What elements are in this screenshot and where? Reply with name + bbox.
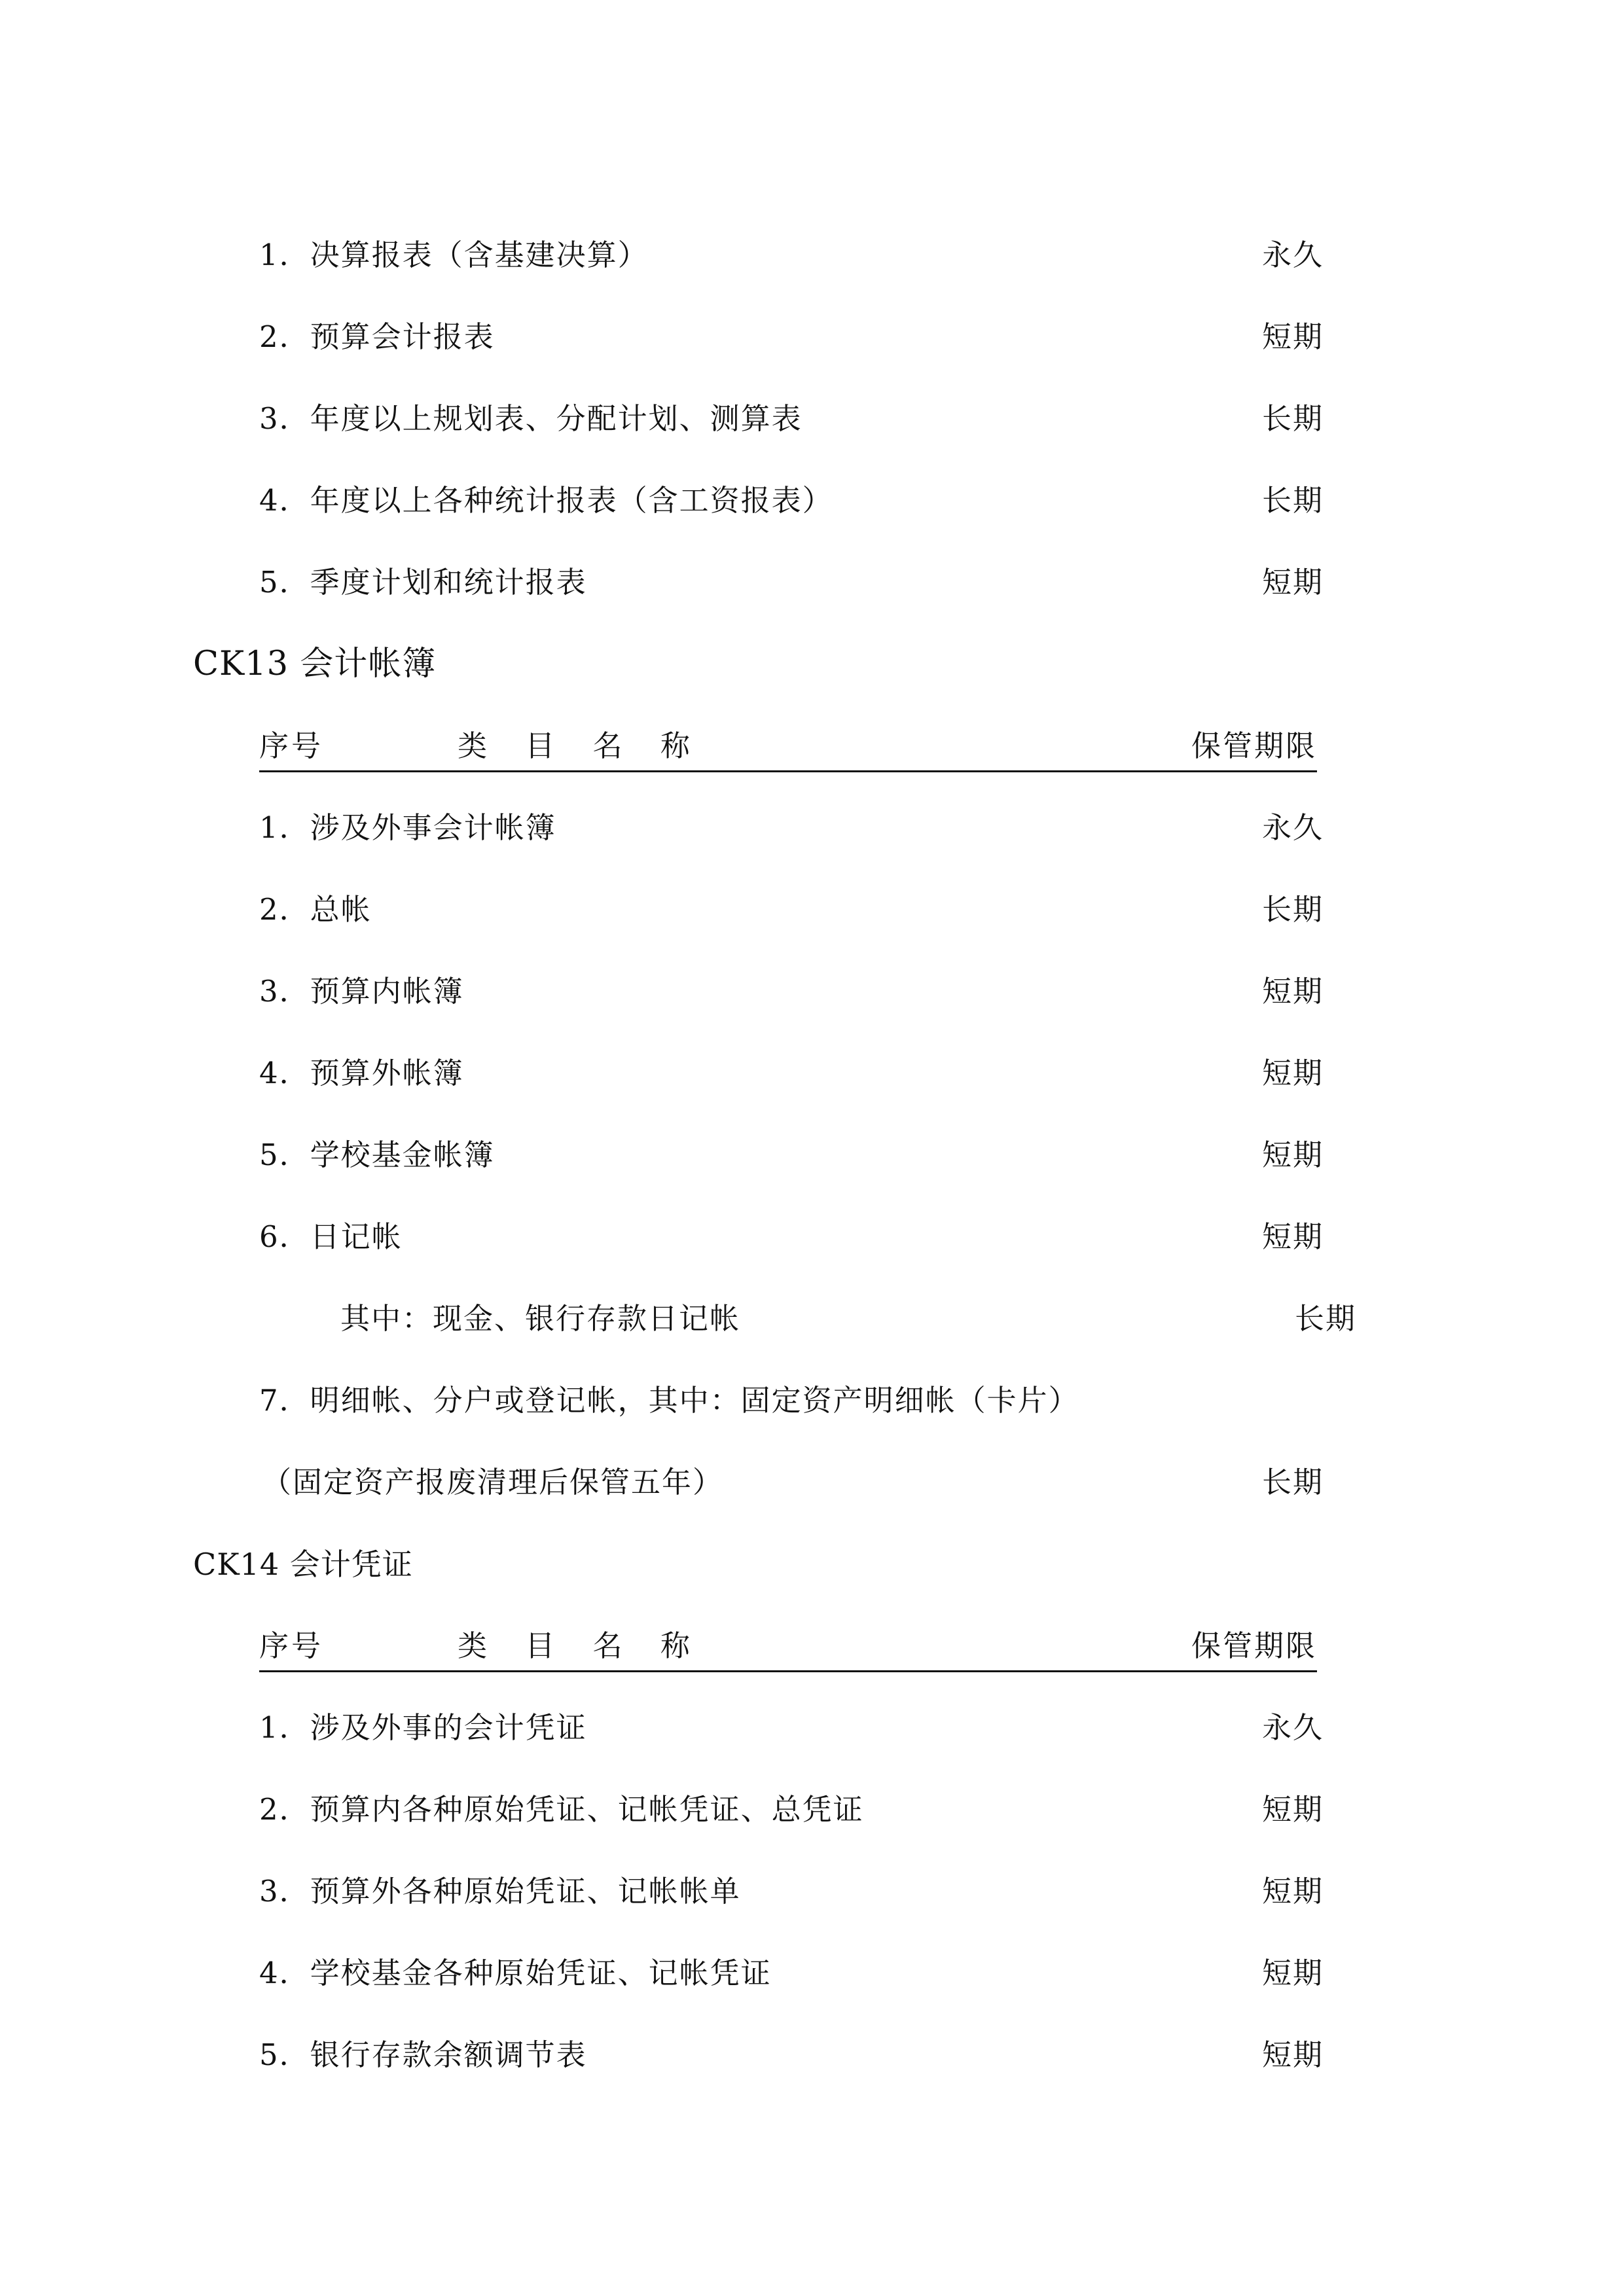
header-name: 类 目 名 称 [458, 1628, 704, 1663]
header-period: 保管期限 [1191, 1628, 1317, 1663]
list-item [0, 802, 1624, 854]
item-label: 2．预算内各种原始凭证、记帐凭证、总凭证 [259, 1792, 864, 1827]
list-item [0, 965, 1624, 1018]
list-item [0, 1374, 1624, 1427]
list-item [0, 2029, 1624, 2081]
item-label: 3．预算外各种原始凭证、记帐帐单 [259, 1874, 741, 1909]
item-period: 短期 [1262, 1956, 1324, 1990]
item-label: （固定资产报废清理后保管五年） [262, 1465, 724, 1499]
table-header-ck14 [259, 1620, 1317, 1672]
item-period: 长期 [1262, 1465, 1324, 1499]
list-item [0, 884, 1624, 936]
item-label: 3．预算内帐簿 [259, 974, 464, 1009]
header-name: 类 目 名 称 [458, 728, 704, 763]
item-period: 短期 [1262, 2037, 1324, 2072]
list-item [0, 229, 1624, 281]
item-label: 5．学校基金帐簿 [259, 1138, 495, 1172]
list-item [0, 393, 1624, 445]
item-label: 3．年度以上规划表、分配计划、测算表 [259, 401, 803, 436]
list-item [0, 1702, 1624, 1754]
list-item [0, 1211, 1624, 1263]
item-period: 长期 [1262, 892, 1324, 927]
header-seq: 序号 [259, 1628, 324, 1663]
item-period: 长期 [1262, 401, 1324, 436]
item-period: 短期 [1262, 1138, 1324, 1172]
item-period: 长期 [1262, 483, 1324, 518]
item-label: 4．年度以上各种统计报表（含工资报表） [259, 483, 833, 518]
item-label: 5．银行存款余额调节表 [259, 2037, 587, 2072]
item-period: 短期 [1262, 1219, 1324, 1254]
list-item [0, 556, 1624, 609]
item-period: 短期 [1262, 1792, 1324, 1827]
item-period: 永久 [1262, 1710, 1324, 1745]
list-item [0, 1784, 1624, 1836]
header-period: 保管期限 [1191, 728, 1317, 763]
list-item [0, 1947, 1624, 2000]
item-label: 其中：现金、银行存款日记帐 [340, 1301, 741, 1336]
item-label: 1．涉及外事会计帐簿 [259, 810, 556, 845]
item-period: 短期 [1262, 1056, 1324, 1090]
item-period: 短期 [1262, 1874, 1324, 1909]
item-label: 4．学校基金各种原始凭证、记帐凭证 [259, 1956, 772, 1990]
item-label: 6．日记帐 [259, 1219, 403, 1254]
list-item [0, 1865, 1624, 1918]
item-period: 永久 [1262, 810, 1324, 845]
item-label: 2．预算会计报表 [259, 319, 495, 354]
header-seq: 序号 [259, 728, 324, 763]
section-title-ck14: CK14 会计凭证 [193, 1547, 413, 1582]
item-label: 1．决算报表（含基建决算） [259, 238, 649, 272]
item-period: 短期 [1262, 974, 1324, 1009]
item-label: 5．季度计划和统计报表 [259, 565, 587, 600]
item-label: 2．总帐 [259, 892, 372, 927]
section-title-ck13: CK13 会计帐簿 [193, 645, 437, 683]
item-period: 永久 [1262, 238, 1324, 272]
list-item [0, 475, 1624, 527]
table-header-ck13 [259, 720, 1317, 772]
item-period: 短期 [1262, 565, 1324, 600]
item-label: 1．涉及外事的会计凭证 [259, 1710, 587, 1745]
list-item [0, 1047, 1624, 1100]
item-label: 4．预算外帐簿 [259, 1056, 464, 1090]
list-item [0, 1129, 1624, 1181]
list-item [0, 311, 1624, 363]
item-period: 短期 [1262, 319, 1324, 354]
item-label: 7．明细帐、分户或登记帐，其中：固定资产明细帐（卡片） [259, 1383, 1079, 1418]
item-period: 长期 [1295, 1301, 1357, 1336]
list-item-sub [0, 1293, 1624, 1345]
list-item-note [0, 1456, 1624, 1509]
